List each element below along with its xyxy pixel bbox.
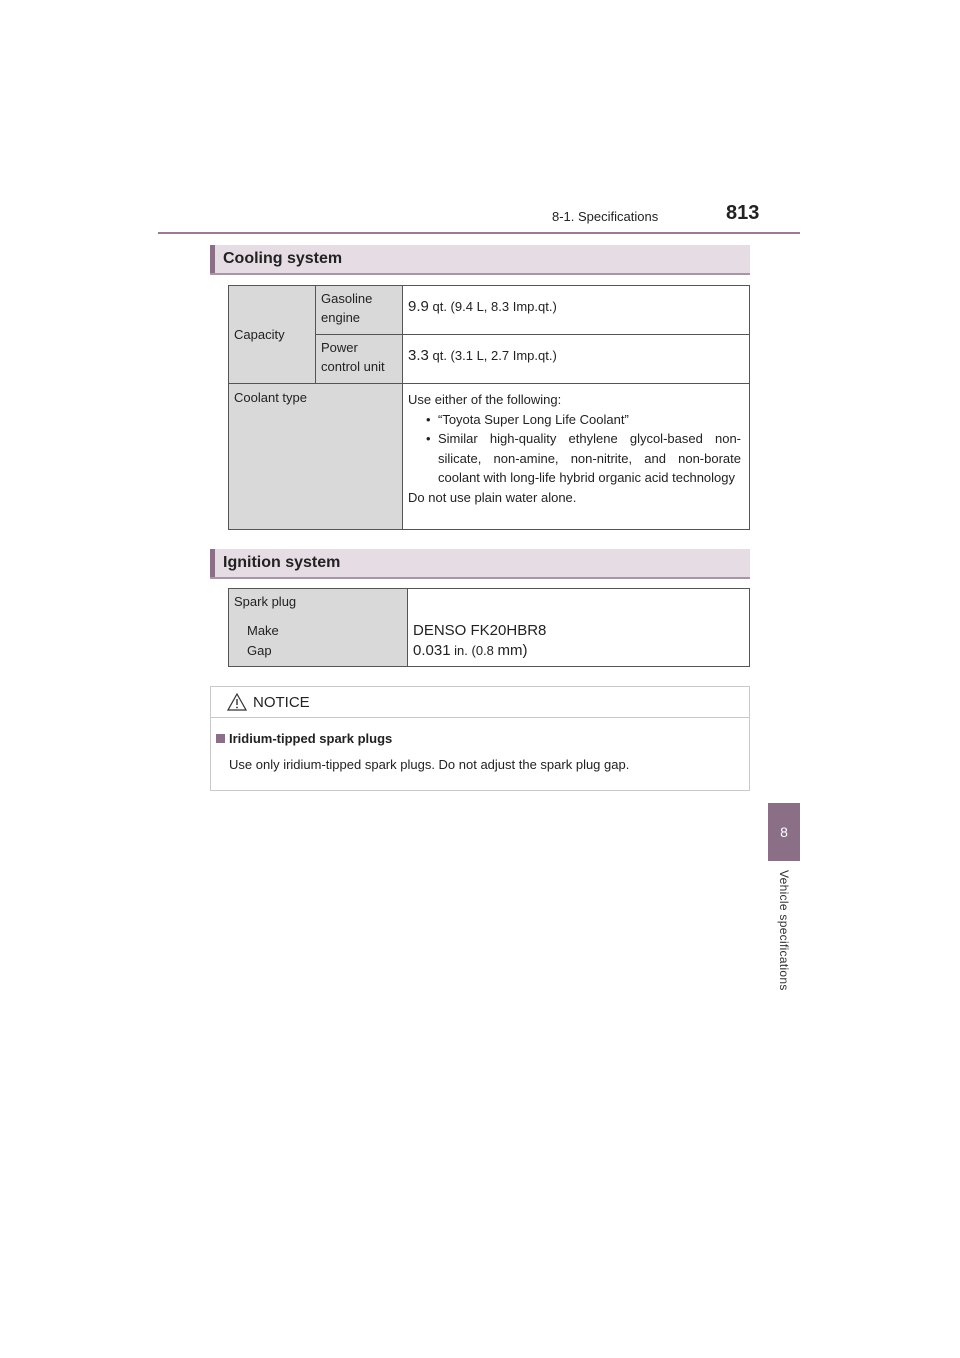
notice-subtitle-row [216,731,392,746]
cooling-section-title: Cooling system [223,250,343,267]
gasoline-label-cell [316,286,403,335]
pcu-label-line2: control unit [321,359,385,374]
square-bullet-icon [216,734,225,743]
header-divider [158,232,800,234]
chapter-tab: 8 [768,803,800,861]
ignition-section-header [210,549,750,579]
pcu-capacity-value: 3.3 [408,347,429,364]
pcu-label-line1: Power [321,340,358,355]
coolant-type-label: Coolant type [234,390,307,405]
pcu-capacity-unit: qt. (3.1 L, 2.7 [432,348,510,363]
gasoline-label-line1: Gasoline [321,291,373,306]
coolant-options-list [408,410,741,488]
spark-label-cell [229,589,408,667]
chapter-label: Vehicle specifications [777,870,791,991]
pcu-label-cell [316,335,403,384]
spark-make-value: DENSO FK20HBR8 [413,622,547,639]
coolant-value-cell [403,384,750,530]
section-title: 8-1. Specifications [552,209,659,224]
warning-triangle-icon [227,693,247,711]
spark-gap-number: 0.031 [413,642,451,659]
spark-gap-label: Gap [247,643,272,658]
notice-body: Use only iridium-tipped spark plugs. Do not adjust the spark plug gap. [229,757,630,772]
spark-value-cell [408,589,750,667]
capacity-label-cell [229,286,316,384]
gasoline-label-line2: engine [321,310,361,325]
cooling-spec-table [228,285,750,530]
spark-plug-label: Spark plug [234,594,297,609]
spark-gap-value [413,641,744,661]
notice-header [211,687,749,718]
gasoline-capacity-value: 9.9 [408,298,429,315]
gasoline-capacity-imp: Imp.qt.) [512,299,557,314]
section-accent-bar [210,245,215,273]
notice-subtitle: Iridium-tipped spark plugs [229,731,393,746]
spark-gap-mm: mm) [497,642,528,659]
notice-title: NOTICE [253,694,310,711]
coolant-label-cell [229,384,403,530]
section-accent-bar [210,549,215,577]
spark-gap-unit: in. (0.8 [454,643,494,658]
coolant-intro: Use either of the following: [408,392,562,407]
pcu-value-cell [403,335,750,384]
coolant-option: • “Toyota Super Long Life Coolant” [408,410,741,430]
coolant-note: Do not use plain water alone. [408,489,577,505]
cooling-section-header [210,245,750,275]
capacity-label: Capacity [234,327,285,342]
page-number: 813 [726,202,760,224]
ignition-spec-table [228,588,750,667]
ignition-section-title: Ignition system [223,554,341,571]
coolant-option: • Similar high-quality ethylene glycol-based non-silicate, non-amine, non-nitrite, and non-borate coolant with long-life hybrid organic acid technology [408,429,741,488]
gasoline-capacity-unit: qt. (9.4 L, 8.3 [432,299,510,314]
pcu-capacity-imp: Imp.qt.) [512,348,557,363]
spark-make-label: Make [247,623,279,638]
notice-box [210,686,750,791]
gasoline-value-cell [403,286,750,335]
